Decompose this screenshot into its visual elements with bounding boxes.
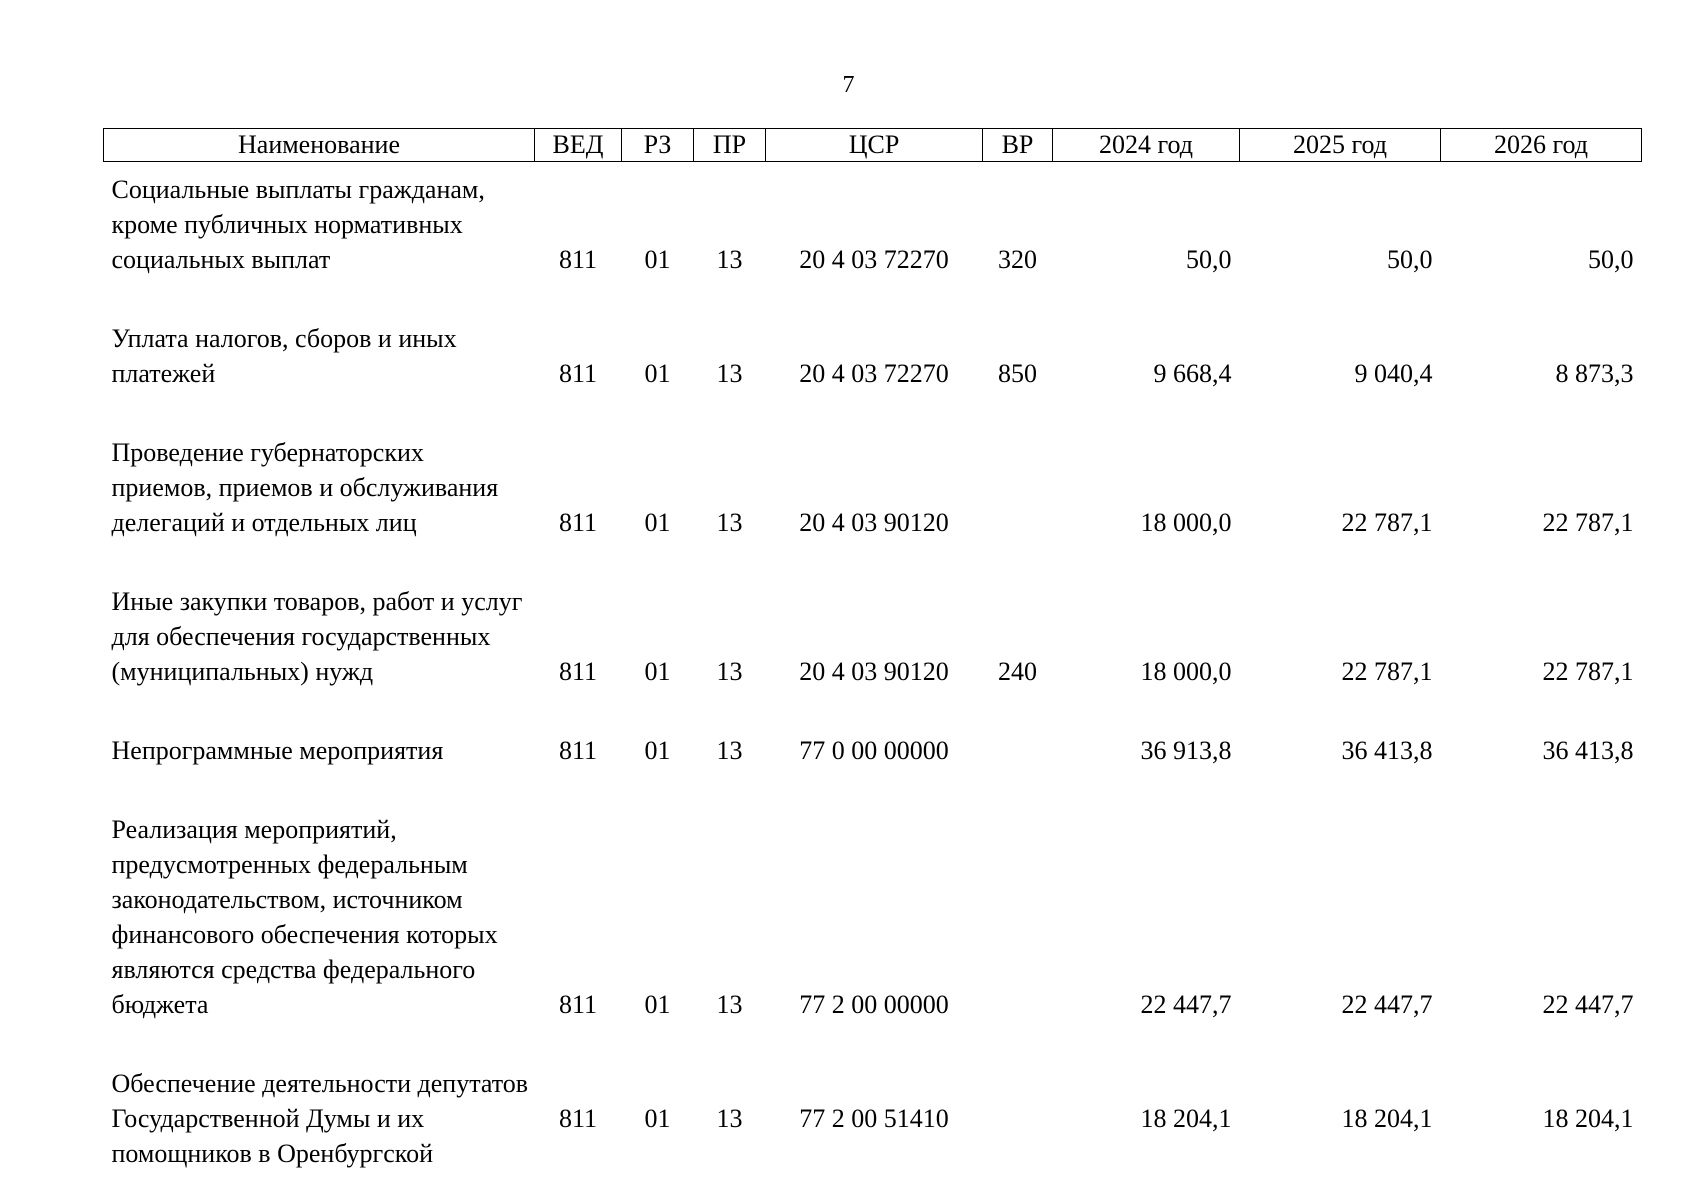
row-vr <box>983 723 1053 802</box>
table-row <box>104 723 1642 802</box>
row-2026: 22 787,1 <box>1542 508 1634 537</box>
row-pr: 13 <box>716 990 743 1019</box>
row-pr: 13 <box>716 736 743 765</box>
row-csr: 20 4 03 72270 <box>799 245 949 274</box>
row-2025: 22 787,1 <box>1341 657 1433 686</box>
row-rz: 01 <box>644 245 671 274</box>
row-csr: 20 4 03 90120 <box>799 508 949 537</box>
header-ved: ВЕД <box>535 129 622 162</box>
header-pr: ПР <box>694 129 766 162</box>
row-name: Проведение губернаторских приемов, приемов и обслуживания делегаций и отдельных лиц <box>111 438 499 537</box>
row-pr: 13 <box>716 359 743 388</box>
row-ved: 811 <box>558 736 598 765</box>
budget-table <box>103 128 1642 1171</box>
row-pr: 13 <box>716 508 743 537</box>
table-row <box>104 574 1642 723</box>
row-rz: 01 <box>644 508 671 537</box>
row-name: Реализация мероприятий, предусмотренных федеральным законодательством, источником финансового обеспечения которых являются средства федерального бюджета <box>111 815 498 1019</box>
header-2025: 2025 год <box>1240 129 1441 162</box>
table-row <box>104 162 1642 312</box>
row-2025: 50,0 <box>1387 245 1433 274</box>
row-2025: 36 413,8 <box>1341 736 1433 765</box>
row-pr: 13 <box>716 1104 743 1133</box>
row-2024: 50,0 <box>1186 245 1232 274</box>
header-2024: 2024 год <box>1053 129 1240 162</box>
table-row <box>104 802 1642 1056</box>
row-name: Иные закупки товаров, работ и услуг для обеспечения государственных (муниципальных) нужд <box>111 587 523 686</box>
row-vr: 320 <box>998 245 1037 274</box>
table-row <box>104 425 1642 574</box>
row-name: Уплата налогов, сборов и иных платежей <box>111 324 457 388</box>
row-2026: 50,0 <box>1588 245 1634 274</box>
row-2025: 22 447,7 <box>1341 990 1433 1019</box>
row-ved: 811 <box>558 1104 598 1133</box>
row-vr: 850 <box>998 359 1037 388</box>
row-2024: 22 447,7 <box>1140 990 1232 1019</box>
header-csr: ЦСР <box>766 129 983 162</box>
row-vr <box>983 425 1053 574</box>
row-csr: 77 2 00 00000 <box>799 990 949 1019</box>
table-header-row <box>104 129 1642 162</box>
row-2025: 22 787,1 <box>1341 508 1433 537</box>
row-2026: 18 204,1 <box>1542 1104 1634 1133</box>
row-2025: 18 204,1 <box>1341 1104 1433 1133</box>
row-ved: 811 <box>558 359 598 388</box>
row-ved: 811 <box>558 245 598 274</box>
row-rz: 01 <box>644 1104 671 1133</box>
header-rz: РЗ <box>622 129 694 162</box>
row-vr <box>983 1056 1053 1171</box>
page-number: 7 <box>842 72 855 98</box>
row-rz: 01 <box>644 657 671 686</box>
row-ved: 811 <box>558 657 598 686</box>
row-2024: 9 668,4 <box>1153 359 1232 388</box>
header-vr: ВР <box>983 129 1053 162</box>
header-name: Наименование <box>104 129 535 162</box>
row-2024: 18 204,1 <box>1140 1104 1232 1133</box>
row-rz: 01 <box>644 359 671 388</box>
row-csr: 77 0 00 00000 <box>799 736 949 765</box>
row-2026: 22 787,1 <box>1542 657 1634 686</box>
row-2026: 22 447,7 <box>1542 990 1634 1019</box>
table-row <box>104 1056 1642 1171</box>
row-csr: 20 4 03 72270 <box>799 359 949 388</box>
row-pr: 13 <box>716 657 743 686</box>
row-2024: 18 000,0 <box>1140 657 1232 686</box>
row-2024: 18 000,0 <box>1140 508 1232 537</box>
row-csr: 77 2 00 51410 <box>799 1104 949 1133</box>
row-2024: 36 913,8 <box>1140 736 1232 765</box>
row-name: Социальные выплаты гражданам, кроме публичных нормативных социальных выплат <box>111 175 485 274</box>
table-row <box>104 311 1642 425</box>
row-name: Непрограммные мероприятия <box>111 736 444 765</box>
row-ved: 811 <box>558 990 598 1019</box>
row-csr: 20 4 03 90120 <box>799 657 949 686</box>
row-2026: 8 873,3 <box>1555 359 1634 388</box>
row-name: Обеспечение деятельности депутатов Государственной Думы и их помощников в Оренбургской <box>111 1069 529 1168</box>
row-2025: 9 040,4 <box>1354 359 1433 388</box>
row-vr <box>983 802 1053 1056</box>
row-vr: 240 <box>998 657 1037 686</box>
row-ved: 811 <box>558 508 598 537</box>
row-2026: 36 413,8 <box>1542 736 1634 765</box>
row-pr: 13 <box>716 245 743 274</box>
row-rz: 01 <box>644 990 671 1019</box>
header-2026: 2026 год <box>1441 129 1642 162</box>
row-rz: 01 <box>644 736 671 765</box>
